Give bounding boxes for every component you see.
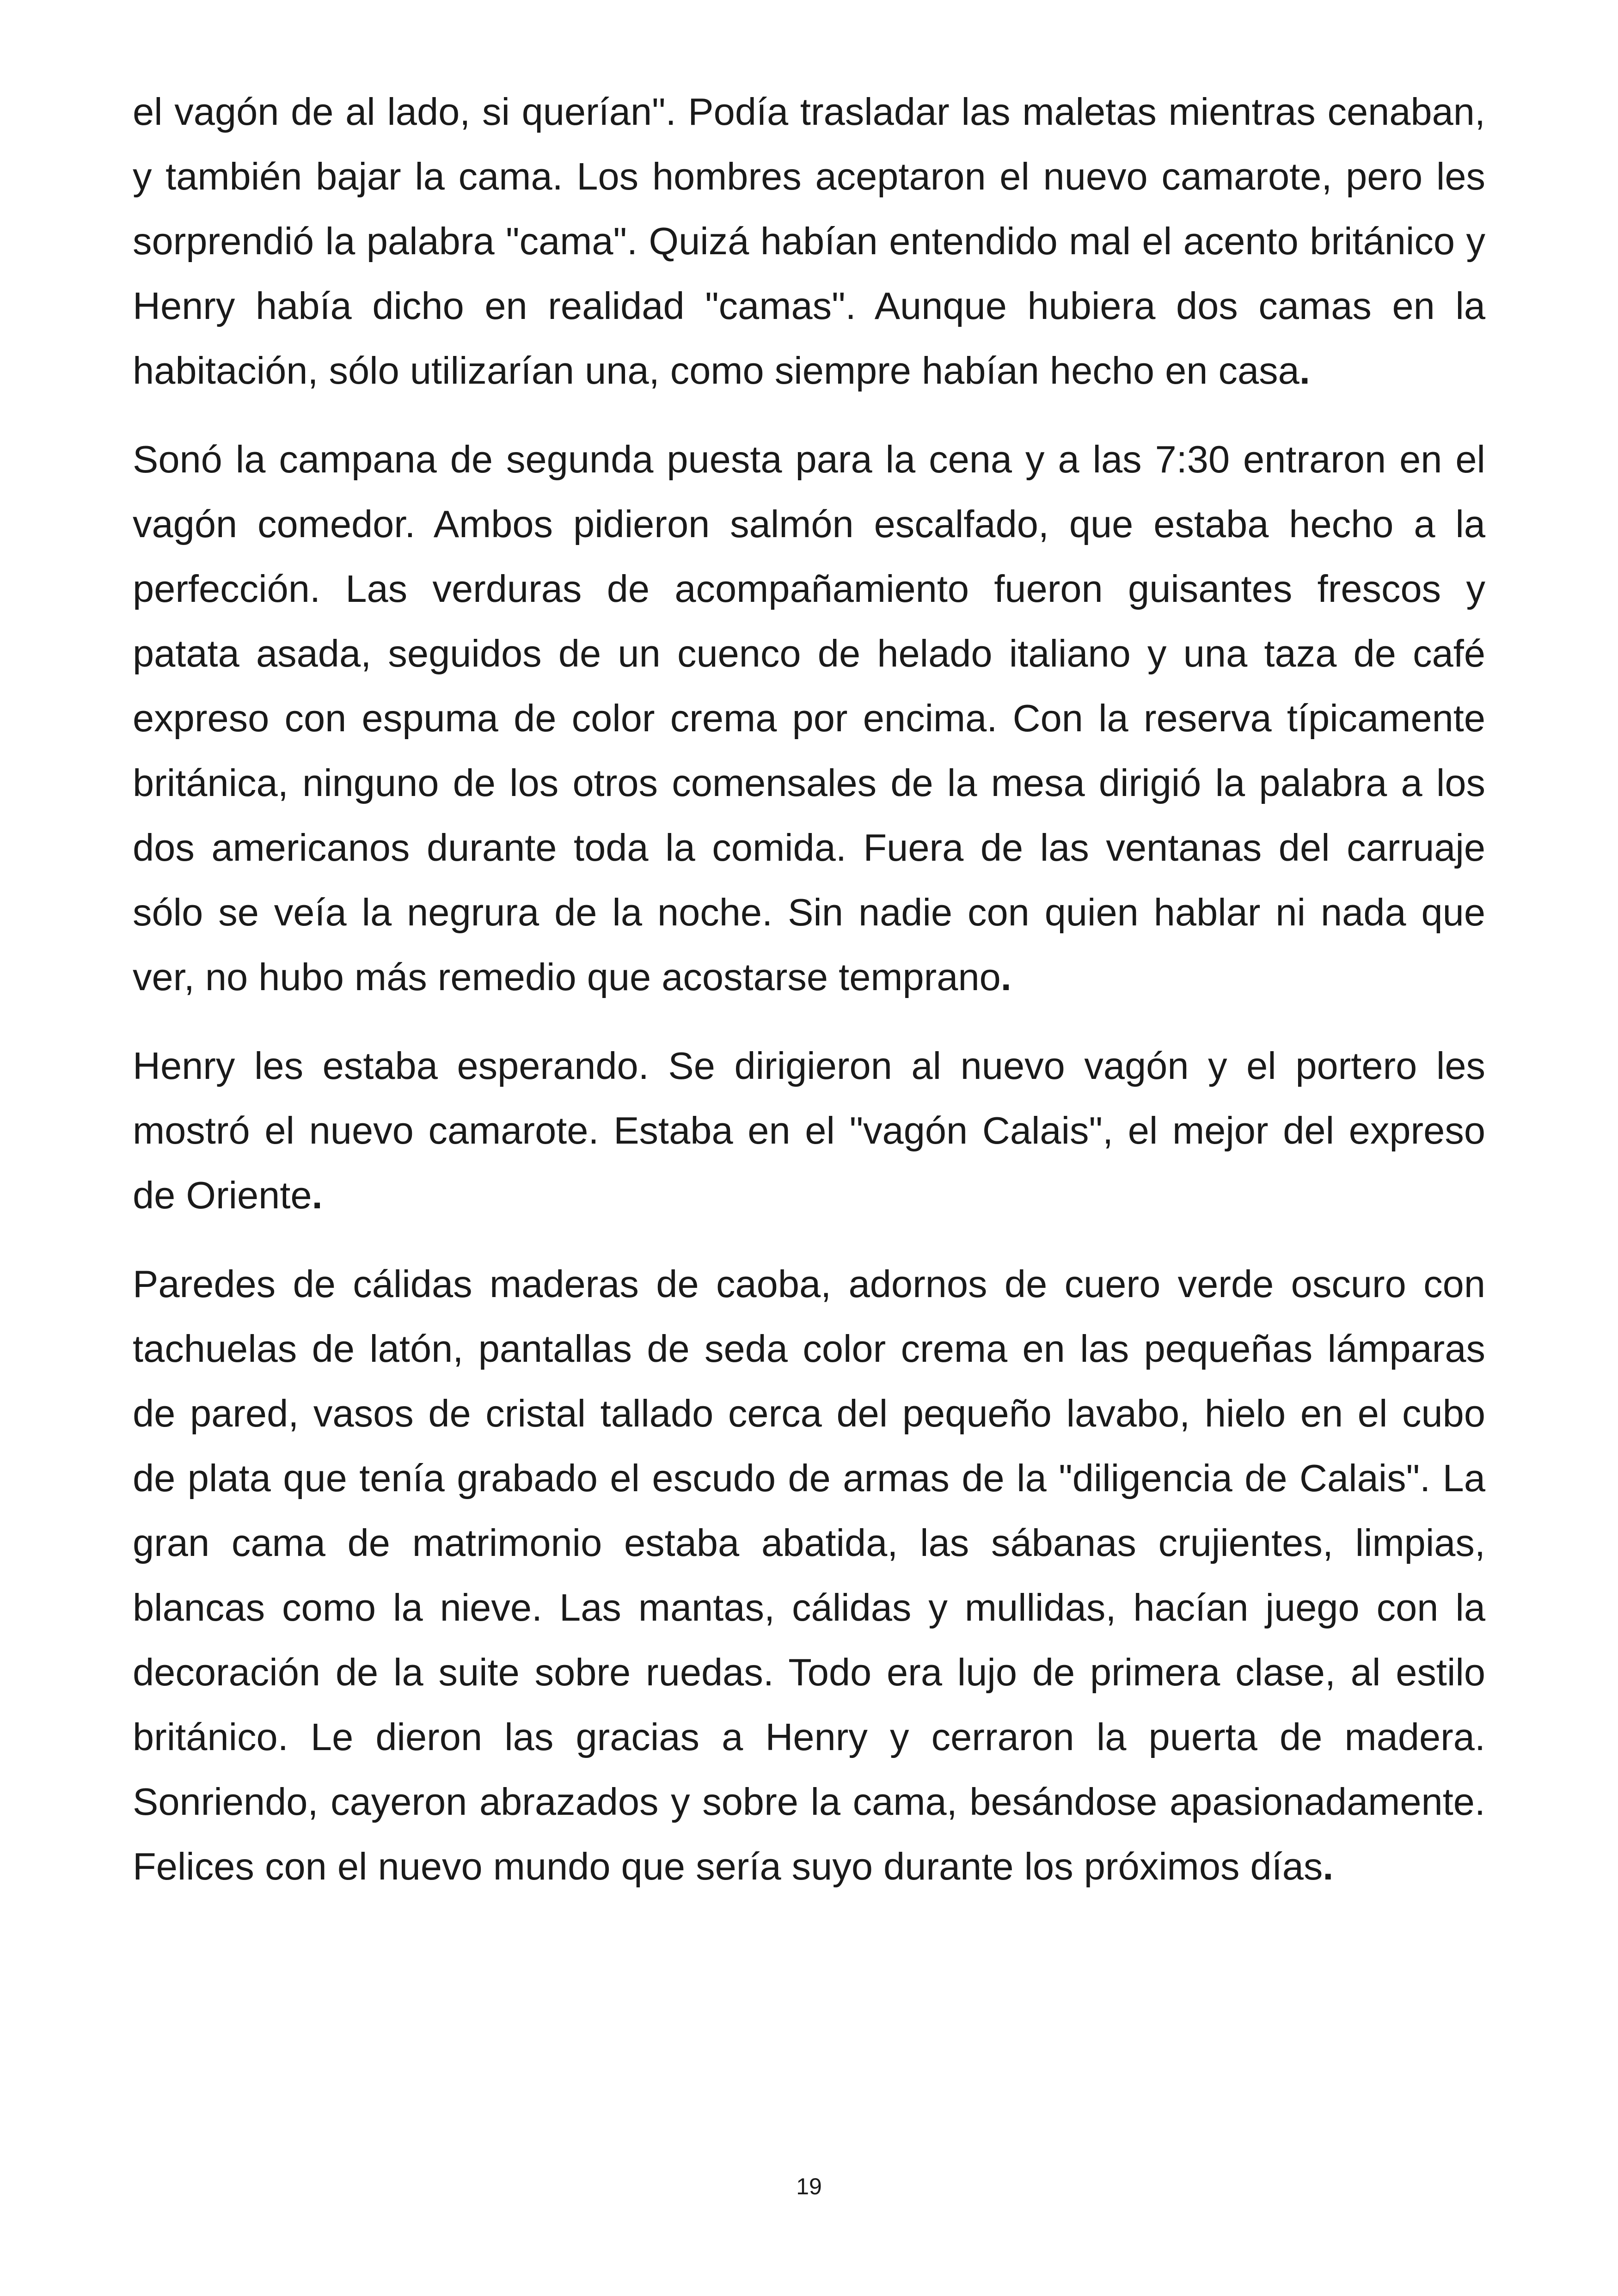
paragraph-2 [133,427,1485,1010]
paragraph-4-period: . [1323,1845,1334,1888]
paragraph-1 [133,80,1485,403]
paragraph-1-text: el vagón de al lado, si querían". Podía trasladar las maletas mientras cenaban, y también bajar la cama. Los hombres aceptaron el nuevo camarote, pero les sorprendió la palabra "cama". Quizá habían entendido mal el acento británico y Henry había dicho en realidad "camas". Aunque hubiera dos camas en la habitación, sólo utilizarían una, como siempre habían hecho en casa [133,90,1485,392]
paragraph-1-period: . [1299,349,1310,392]
paragraph-2-text: Sonó la campana de segunda puesta para la cena y a las 7:30 entraron en el vagón comedor. Ambos pidieron salmón escalfado, que estaba hecho a la perfección. Las verduras de acompañamiento fueron guisantes frescos y patata asada, seguidos de un cuenco de helado italiano y una taza de café expreso con espuma de color crema por encima. Con la reserva típicamente británica, ninguno de los otros comensales de la mesa dirigió la palabra a los dos americanos durante toda la comida. Fuera de las ventanas del carruaje sólo se veía la negrura de la noche. Sin nadie con quien hablar ni nada que ver, no hubo más remedio que acostarse temprano [133,438,1485,998]
paragraph-3 [133,1034,1485,1228]
paragraph-4-text: Paredes de cálidas maderas de caoba, adornos de cuero verde oscuro con tachuelas de latón, pantallas de seda color crema en las pequeñas lámparas de pared, vasos de cristal tallado cerca del pequeño lavabo, hielo en el cubo de plata que tenía grabado el escudo de armas de la "diligencia de Calais". La gran cama de matrimonio estaba abatida, las sábanas crujientes, limpias, blancas como la nieve. Las mantas, cálidas y mullidas, hacían juego con la decoración de la suite sobre ruedas. Todo era lujo de primera clase, al estilo británico. Le dieron las gracias a Henry y cerraron la puerta de madera. Sonriendo, cayeron abrazados y sobre la cama, besándose apasionadamente. Felices con el nuevo mundo que sería suyo durante los próximos días [133,1262,1485,1888]
body-text [133,80,1485,1923]
page-number: 19 [796,2174,822,2199]
paragraph-4 [133,1252,1485,1899]
paragraph-2-period: . [1000,955,1011,998]
paragraph-3-period: . [312,1174,323,1217]
paragraph-3-text: Henry les estaba esperando. Se dirigieron al nuevo vagón y el portero les mostró el nuevo camarote. Estaba en el "vagón Calais", el mejor del expreso de Oriente [133,1044,1485,1217]
